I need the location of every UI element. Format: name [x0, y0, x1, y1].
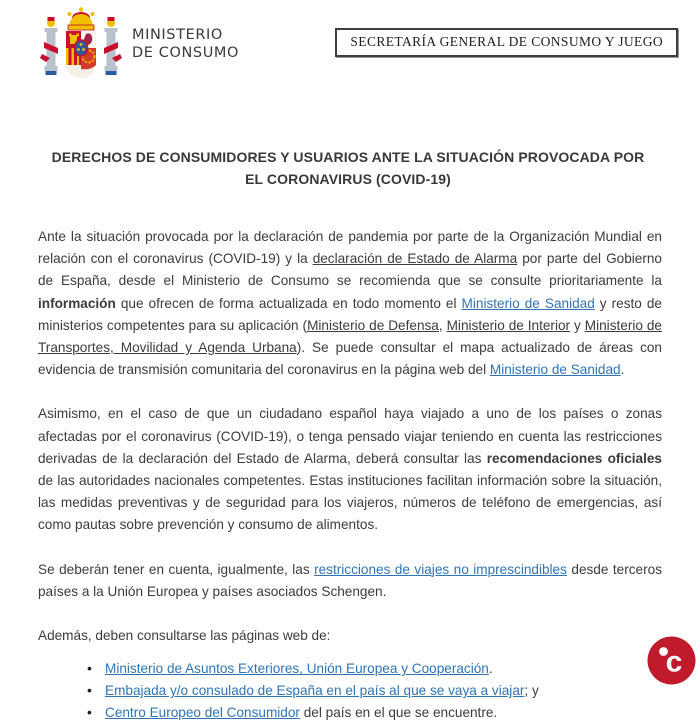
text-segment: ; y	[524, 683, 539, 699]
paragraph-travel-advice	[38, 403, 662, 536]
text-segment: que ofrecen de forma actualizada en todo momento el	[115, 295, 462, 311]
text-segment: del país en el que se encuentre.	[299, 704, 498, 720]
text-segment: Ante la situación provocada por la declaración de pandemia por parte de la Organización Mundial en relación con el coronavirus (COVID-19) y la	[38, 229, 662, 267]
consumo-ic-logo-icon	[647, 636, 696, 685]
hyperlink[interactable]: Ministerio de Asuntos Exteriores, Unión Europea y Cooperación	[105, 661, 489, 677]
text-segment: .	[488, 661, 493, 677]
document-body	[38, 226, 662, 724]
text-segment: .	[620, 362, 625, 378]
text-segment: y resto de ministerios competentes para su aplicación (	[38, 295, 662, 333]
text-segment: ). Se puede consultar el mapa actualizado de áreas con evidencia de transmisión comunitaria del coronavirus en la página web del	[38, 340, 662, 378]
web-pages-list	[38, 658, 662, 723]
bold-text: recomendaciones oficiales	[486, 450, 662, 466]
underlined-text: Ministerio de Transportes, Movilidad y Agenda Urbana	[38, 317, 662, 356]
list-item-exteriores	[38, 658, 662, 680]
text-segment: de las autoridades nacionales competentes. Estas instituciones facilitan información sobre la situación, las medidas preventivas y de seguridad para los viajeros, números de teléfono de emergencias, así como pautas sobre prevención y consumo de alimentos.	[38, 473, 662, 533]
list-item-embajada	[38, 680, 662, 702]
underlined-text: declaración de Estado de Alarma	[312, 251, 518, 267]
svg-text:c: c	[665, 645, 683, 679]
paragraph-intro	[38, 226, 662, 381]
secretary-general-box: SECRETARÍA GENERAL DE CONSUMO Y JUEGO	[335, 28, 678, 57]
paragraph-travel-restrictions	[38, 559, 662, 603]
hyperlink[interactable]: Ministerio de Sanidad	[461, 295, 595, 311]
underlined-text: Ministerio de Interior	[446, 317, 571, 333]
bold-text: información	[38, 295, 116, 311]
hyperlink[interactable]: restricciones de viajes no imprescindibles	[314, 561, 567, 577]
paragraph-web-pages-lead	[38, 625, 662, 647]
text-segment: Se deberán tener en cuenta, igualmente, las	[38, 561, 315, 577]
document-header	[36, 4, 678, 94]
text-segment: y	[570, 317, 585, 333]
hyperlink[interactable]: Centro Europeo del Consumidor	[105, 704, 300, 720]
ministry-name	[132, 26, 239, 62]
text-segment: desde terceros países a la Unión Europea y países asociados Schengen.	[38, 561, 662, 599]
list-item-centro-europeo	[38, 702, 662, 724]
text-segment: Además, deben consultarse las páginas web de:	[38, 628, 331, 644]
text-segment: Asimismo, en el caso de que un ciudadano español haya viajado a uno de los países o zonas afectadas por el coronavirus (COVID-19), o tenga pensado viajar teniendo en cuenta las restricciones derivadas de la declaración del Estado de Alarma, deberá consultar las	[38, 406, 662, 466]
hyperlink[interactable]: Embajada y/o consulado de España en el país al que se vaya a viajar	[105, 683, 525, 699]
ministry-name-line1: MINISTERIO	[132, 27, 223, 43]
ministry-name-line2: DE CONSUMO	[132, 45, 240, 61]
document-title: DERECHOS DE CONSUMIDORES Y USUARIOS ANTE LA SITUACIÓN PROVOCADA POR EL CORONAVIRUS (COVID-19)	[51, 149, 645, 187]
text-segment: ,	[438, 317, 447, 333]
text-segment: por parte del Gobierno de España, desde el Ministerio de Consumo se recomienda que se consulte prioritariamente la	[38, 251, 662, 289]
hyperlink[interactable]: Ministerio de Sanidad	[489, 362, 621, 378]
underlined-text: Ministerio de Defensa	[307, 317, 439, 333]
spain-coat-of-arms-icon	[36, 4, 126, 94]
